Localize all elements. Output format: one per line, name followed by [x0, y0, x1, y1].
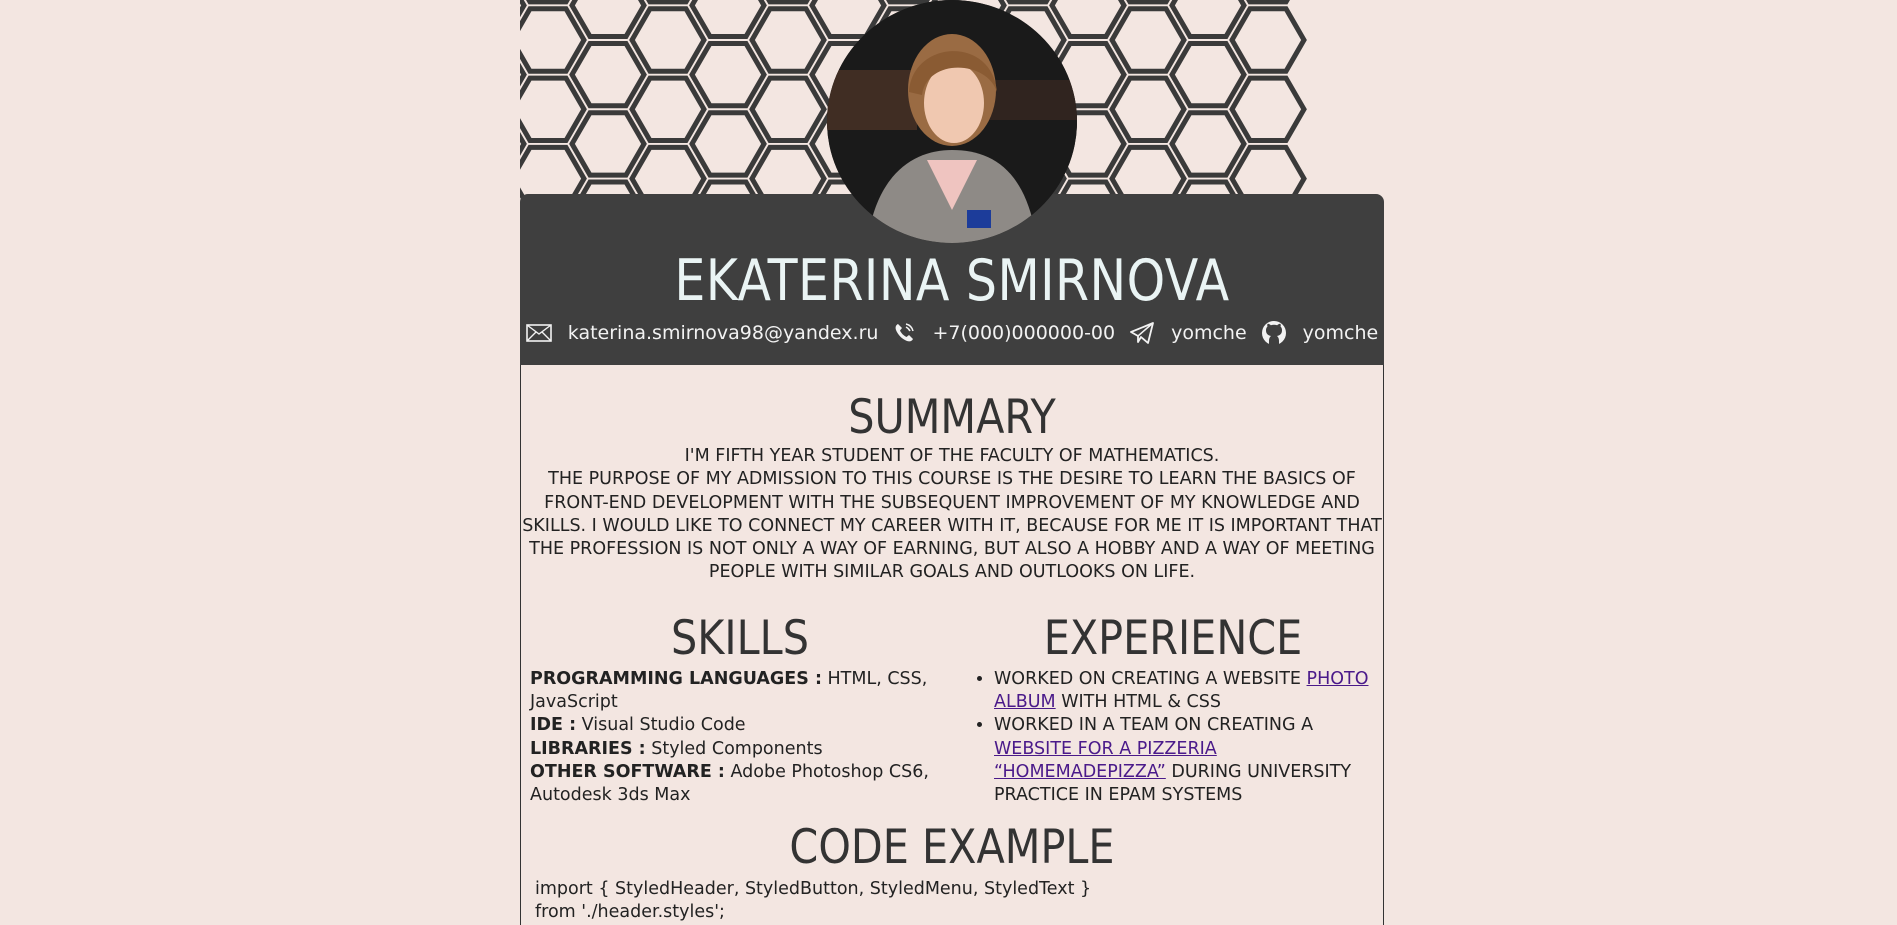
skills-heading: SKILLS — [671, 611, 809, 666]
contact-phone[interactable] — [892, 321, 1115, 345]
telegram-icon — [1129, 321, 1155, 345]
skill-value: Adobe Photoshop CS6, Autodesk 3ds Max — [530, 761, 929, 806]
skill-value: Styled Components — [645, 738, 823, 759]
experience-heading: EXPERIENCE — [1043, 611, 1303, 666]
hexagon-shape — [752, 147, 824, 200]
contact-bar — [520, 315, 1384, 351]
resume-page — [520, 0, 1384, 922]
hexagon-shape — [1172, 44, 1244, 106]
hexagon-shape — [752, 9, 824, 71]
hexagon-shape — [1112, 9, 1184, 71]
hexagon-shape — [692, 44, 764, 106]
github-text: yomche — [1302, 322, 1379, 344]
hexagon-shape — [632, 9, 704, 71]
hexagon-shape — [692, 113, 764, 175]
code-example-heading: CODE EXAMPLE — [789, 820, 1115, 875]
skill-label: OTHER SOFTWARE : — [530, 761, 725, 782]
hexagon-shape — [692, 0, 764, 37]
hexagon-shape — [1112, 147, 1184, 200]
phone-text: +7(000)000000-00 — [932, 322, 1116, 344]
contact-github[interactable] — [1261, 320, 1379, 346]
contact-telegram[interactable] — [1129, 321, 1247, 345]
skills-section — [530, 612, 950, 807]
skill-label: LIBRARIES : — [530, 738, 646, 759]
profile-photo — [827, 0, 1077, 243]
hexagon-shape — [520, 78, 584, 140]
experience-text: WITH HTML & CSS — [1055, 692, 1221, 713]
summary-line-2: THE PURPOSE OF MY ADMISSION TO THIS COURSE IS THE DESIRE TO LEARN THE BASICS OF FRONT-END DEVELOPMENT WITH THE SUBSEQUENT IMPROVEMENT OF MY KNOWLEDGE AND SKILLS. I WOULD LIKE TO CONNECT MY CAREER WITH IT, BECAUSE FOR ME IT IS IMPORTANT THAT THE PROFESSION IS NOT ONLY A WAY OF EARNING, BUT ALSO A HOBBY AND A WAY OF MEETING PEOPLE WITH SIMILAR GOALS AND OUTLOOKS ON LIFE. — [522, 469, 1382, 583]
hexagon-shape — [1172, 113, 1244, 175]
photo-album-link[interactable]: PHOTO ALBUM — [994, 669, 1369, 713]
experience-item — [994, 714, 1378, 807]
email-text: katerina.smirnova98@yandex.ru — [567, 322, 879, 344]
hexagon-shape — [572, 113, 644, 175]
hexagon-shape — [632, 147, 704, 200]
hexagon-shape — [572, 0, 644, 37]
hexagon-shape — [1052, 0, 1124, 37]
hexagon-shape — [572, 44, 644, 106]
github-icon — [1261, 320, 1287, 346]
experience-text: DURING UNIVERSITY PRACTICE IN EPAM SYSTEMS — [994, 761, 1352, 806]
experience-text: WORKED IN A TEAM ON CREATING A — [994, 715, 1314, 736]
skill-value: Visual Studio Code — [576, 715, 746, 736]
hexagon-shape — [1172, 0, 1244, 37]
experience-item — [994, 668, 1378, 714]
envelope-icon — [526, 324, 552, 342]
avatar — [827, 0, 1077, 243]
skill-item — [530, 714, 950, 737]
phone-icon — [892, 321, 916, 345]
skill-value: HTML, CSS, JavaScript — [530, 669, 928, 713]
skill-item — [530, 738, 950, 761]
code-line: import { StyledHeader, StyledButton, StyledMenu, StyledText } — [535, 879, 1092, 899]
hexagon-shape — [1232, 9, 1304, 71]
hexagon-shape — [1232, 78, 1304, 140]
contact-email[interactable] — [526, 322, 879, 344]
hexagon-shape — [520, 147, 584, 200]
hexagon-shape — [1232, 147, 1304, 200]
skill-item — [530, 761, 950, 807]
hexagon-shape — [632, 78, 704, 140]
hexagon-shape — [520, 9, 584, 71]
code-example-block — [535, 878, 1375, 924]
skill-label: PROGRAMMING LANGUAGES : — [530, 669, 822, 689]
skill-item — [530, 668, 950, 714]
experience-list — [968, 668, 1378, 807]
experience-text: WORKED ON CREATING A WEBSITE — [994, 669, 1307, 689]
experience-section — [968, 612, 1378, 807]
candidate-name: EKATERINA SMIRNOVA — [674, 248, 1230, 314]
skill-label: IDE : — [530, 715, 577, 736]
hexagon-shape — [1112, 78, 1184, 140]
pizzeria-website-link[interactable]: WEBSITE FOR A PIZZERIA “HOMEMADEPIZZA” — [994, 738, 1217, 782]
resume-content — [520, 365, 1384, 925]
summary-text — [521, 445, 1383, 585]
hexagon-shape — [752, 78, 824, 140]
telegram-text: yomche — [1171, 322, 1247, 344]
code-line: from './header.styles'; — [535, 902, 725, 922]
skills-list — [530, 668, 950, 807]
summary-line-1: I'M FIFTH YEAR STUDENT OF THE FACULTY OF MATHEMATICS. — [684, 446, 1220, 466]
summary-heading: SUMMARY — [848, 390, 1056, 445]
